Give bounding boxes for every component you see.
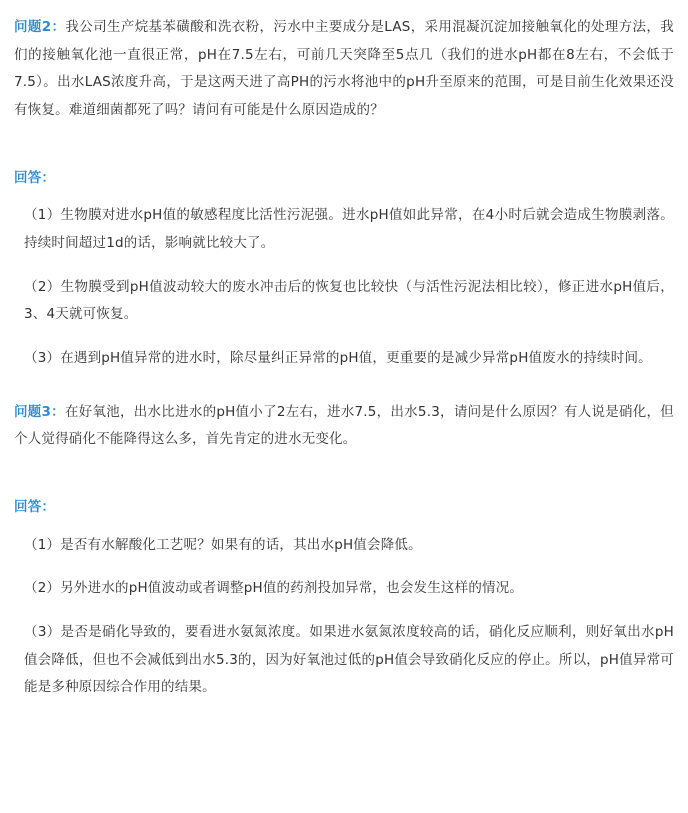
answer-item-1-3: （3）在遇到pH值异常的进水时，除尽量纠正异常的pH值，更重要的是减少异常pH值废水的持续时间。 bbox=[24, 350, 652, 367]
spacer bbox=[14, 125, 674, 143]
answer-item-2-3: （3）是否是硝化导致的，要看进水氨氮浓度。如果进水氨氮浓度较高的话，硝化反应顺利，则好氧出水pH值会降低，但也不会减低到出水5.3的，因为好氧池过低的pH值会导致硝化反应的停止。所以，pH值异常可能是多种原因综合作用的结果。 bbox=[24, 624, 674, 696]
qa-section-2 bbox=[14, 399, 674, 702]
question-label-2: 问题3： bbox=[14, 403, 65, 420]
answer-label-2: 回答： bbox=[14, 499, 56, 516]
spacer bbox=[14, 454, 674, 472]
answer-item-1-2: （2）生物膜受到pH值波动较大的废水冲击后的恢复也比较快（与活性污泥法相比较），修正进水pH值后，3、4天就可恢复。 bbox=[24, 278, 674, 323]
answer-item-2-1: （1）是否有水解酸化工艺呢？如果有的话，其出水pH值会降低。 bbox=[24, 536, 422, 553]
question-paragraph-1 bbox=[14, 14, 674, 125]
answer-item-2-2: （2）另外进水的pH值波动或者调整pH值的药剂投加异常，也会发生这样的情况。 bbox=[24, 580, 524, 597]
question-text-2: 在好氧池，出水比进水的pH值小了2左右，进水7.5，出水5.3，请问是什么原因？有人说是硝化，但个人觉得硝化不能降得这么多，首先肯定的进水无变化。 bbox=[14, 403, 674, 448]
question-paragraph-2 bbox=[14, 399, 674, 454]
question-label-1: 问题2： bbox=[14, 19, 66, 35]
answer-label-1: 回答： bbox=[14, 169, 56, 186]
answer-item-1-1: （1）生物膜对进水pH值的敏感程度比活性污泥强。进水pH值如此异常，在4小时后就会造成生物膜剥落。持续时间超过1d的话，影响就比较大了。 bbox=[24, 207, 674, 252]
qa-section-1 bbox=[14, 14, 674, 373]
question-text-1: 我公司生产烷基苯磺酸和洗衣粉，污水中主要成分是LAS，采用混凝沉淀加接触氧化的处理方法，我们的接触氧化池一直很正常，pH在7.5左右，可前几天突降至5点几（我们的进水pH都在8左右，不会低于7.5）。出水LAS浓度升高，于是这两天进了高PH的污水将池中的pH升至原来的范围，可是目前生化效果还没有恢复。难道细菌都死了吗？请问有可能是什么原因造成的？ bbox=[14, 19, 674, 119]
